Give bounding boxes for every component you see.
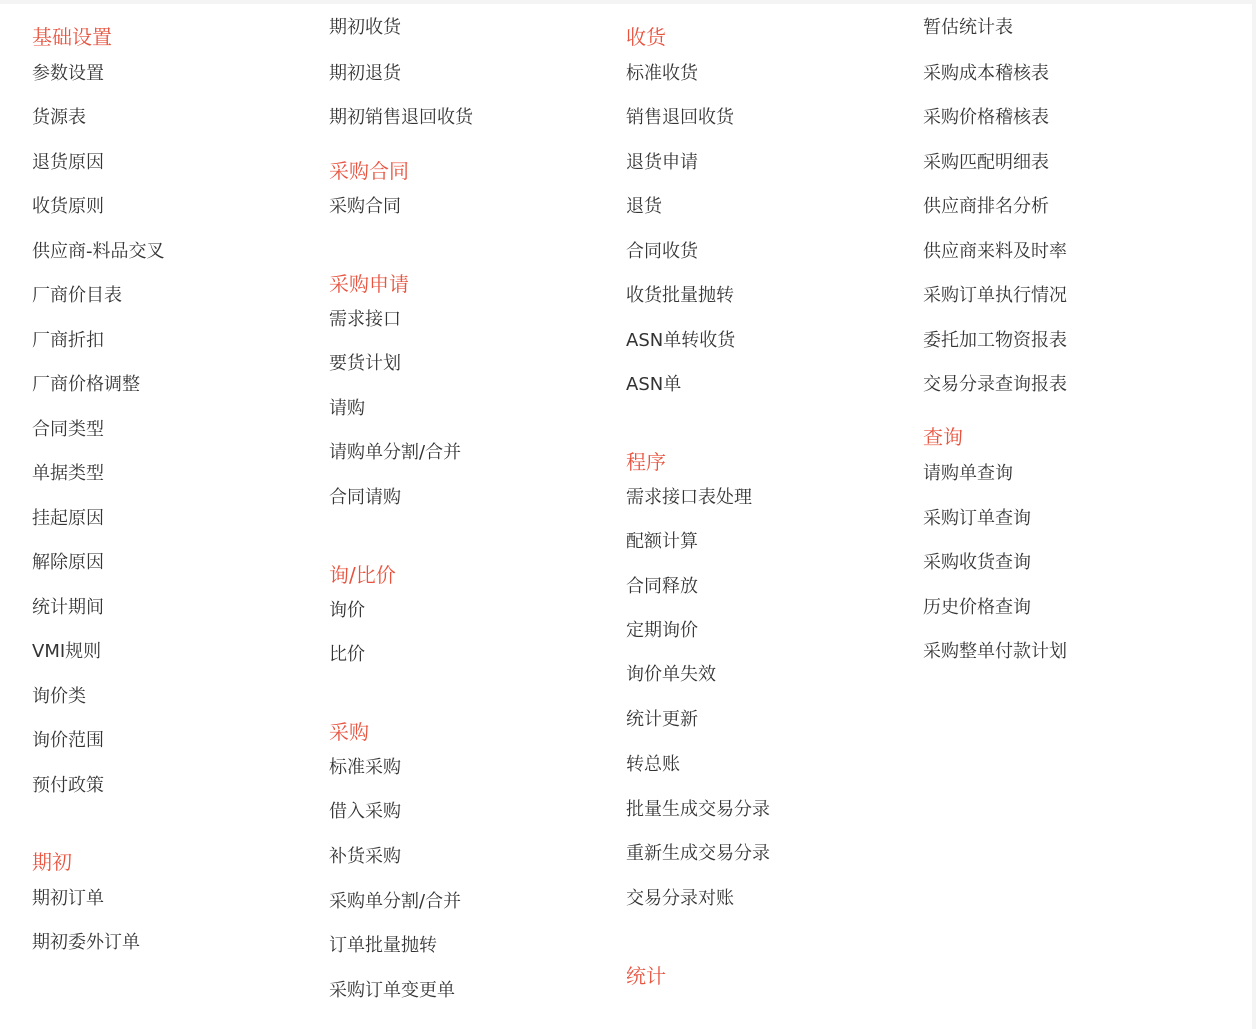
section-heading: 程序 [626,450,666,474]
menu-item-link[interactable]: 委托加工物资报表 [923,330,1067,351]
menu-item-link[interactable]: 批量生成交易分录 [626,799,770,820]
menu-item-link[interactable]: 转总账 [626,754,680,775]
menu-item-link[interactable]: 厂商价格调整 [32,374,140,395]
menu-item-link[interactable]: 退货申请 [626,152,698,173]
menu-item-link[interactable]: 请购 [329,398,365,419]
menu-item-link[interactable]: 合同释放 [626,576,698,597]
section-heading: 统计 [626,964,666,988]
menu-item-link[interactable]: 请购单查询 [923,463,1013,484]
menu-item-link[interactable]: 交易分录查询报表 [923,374,1067,395]
menu-item-link[interactable]: 询价类 [32,686,86,707]
menu-item-link[interactable]: 合同请购 [329,487,401,508]
menu-item-link[interactable]: 期初退货 [329,63,401,84]
section-heading: 采购申请 [329,272,409,296]
menu-item-link[interactable]: 询价 [329,600,365,621]
menu-item-link[interactable]: 销售退回收货 [626,107,734,128]
menu-item-link[interactable]: 挂起原因 [32,508,104,529]
menu-item-link[interactable]: 采购整单付款计划 [923,641,1067,662]
menu-item-link[interactable]: 询价单失效 [626,664,716,685]
menu-item-link[interactable]: 厂商折扣 [32,330,104,351]
section-heading: 询/比价 [329,563,396,587]
section-heading: 期初 [32,850,72,874]
menu-item-link[interactable]: 借入采购 [329,801,401,822]
menu-item-link[interactable]: 请购单分割/合并 [329,442,462,463]
menu-item-link[interactable]: ASN单 [626,374,682,395]
menu-item-link[interactable]: 货源表 [32,107,86,128]
section-heading: 查询 [923,425,963,449]
menu-item-link[interactable]: 暂估统计表 [923,17,1013,38]
menu-item-link[interactable]: 比价 [329,644,365,665]
menu-item-link[interactable]: 期初委外订单 [32,932,140,953]
menu-item-link[interactable]: VMI规则 [32,641,102,662]
menu-item-link[interactable]: 收货批量抛转 [626,285,734,306]
menu-item-link[interactable]: 定期询价 [626,620,698,641]
menu-item-link[interactable]: 合同收货 [626,241,698,262]
menu-item-link[interactable]: 单据类型 [32,463,104,484]
menu-item-link[interactable]: 供应商-料品交叉 [32,241,165,262]
menu-item-link[interactable]: 期初收货 [329,17,401,38]
menu-item-link[interactable]: 收货原则 [32,196,104,217]
section-heading: 采购 [329,720,369,744]
menu-item-link[interactable]: 解除原因 [32,552,104,573]
menu-item-link[interactable]: 参数设置 [32,63,104,84]
menu-item-link[interactable]: 供应商来料及时率 [923,241,1067,262]
menu-panel [0,4,1252,1029]
menu-item-link[interactable]: 要货计划 [329,353,401,374]
menu-item-link[interactable]: 退货 [626,196,662,217]
menu-item-link[interactable]: 采购订单查询 [923,508,1031,529]
menu-item-link[interactable]: 需求接口 [329,309,401,330]
menu-item-link[interactable]: 标准采购 [329,757,401,778]
section-heading: 采购合同 [329,159,409,183]
menu-item-link[interactable]: 需求接口表处理 [626,487,752,508]
section-heading: 基础设置 [32,25,112,49]
menu-item-link[interactable]: 配额计算 [626,531,698,552]
menu-item-link[interactable]: 合同类型 [32,419,104,440]
menu-item-link[interactable]: 预付政策 [32,775,104,796]
menu-item-link[interactable]: 统计期间 [32,597,104,618]
menu-item-link[interactable]: 历史价格查询 [923,597,1031,618]
menu-item-link[interactable]: 期初销售退回收货 [329,107,473,128]
menu-item-link[interactable]: 询价范围 [32,730,104,751]
menu-item-link[interactable]: 补货采购 [329,846,401,867]
menu-item-link[interactable]: 采购收货查询 [923,552,1031,573]
menu-item-link[interactable]: 统计更新 [626,709,698,730]
menu-item-link[interactable]: 采购价格稽核表 [923,107,1049,128]
menu-item-link[interactable]: 采购合同 [329,196,401,217]
menu-item-link[interactable]: 订单批量抛转 [329,935,437,956]
menu-item-link[interactable]: 交易分录对账 [626,888,734,909]
menu-item-link[interactable]: 采购单分割/合并 [329,891,462,912]
menu-item-link[interactable]: 供应商排名分析 [923,196,1049,217]
menu-item-link[interactable]: 退货原因 [32,152,104,173]
menu-item-link[interactable]: ASN单转收货 [626,330,736,351]
menu-item-link[interactable]: 重新生成交易分录 [626,843,770,864]
menu-item-link[interactable]: 采购成本稽核表 [923,63,1049,84]
menu-item-link[interactable]: 标准收货 [626,63,698,84]
menu-item-link[interactable]: 期初订单 [32,888,104,909]
menu-item-link[interactable]: 采购订单执行情况 [923,285,1067,306]
menu-item-link[interactable]: 采购匹配明细表 [923,152,1049,173]
menu-item-link[interactable]: 采购订单变更单 [329,980,455,1001]
section-heading: 收货 [626,25,666,49]
menu-item-link[interactable]: 厂商价目表 [32,285,122,306]
